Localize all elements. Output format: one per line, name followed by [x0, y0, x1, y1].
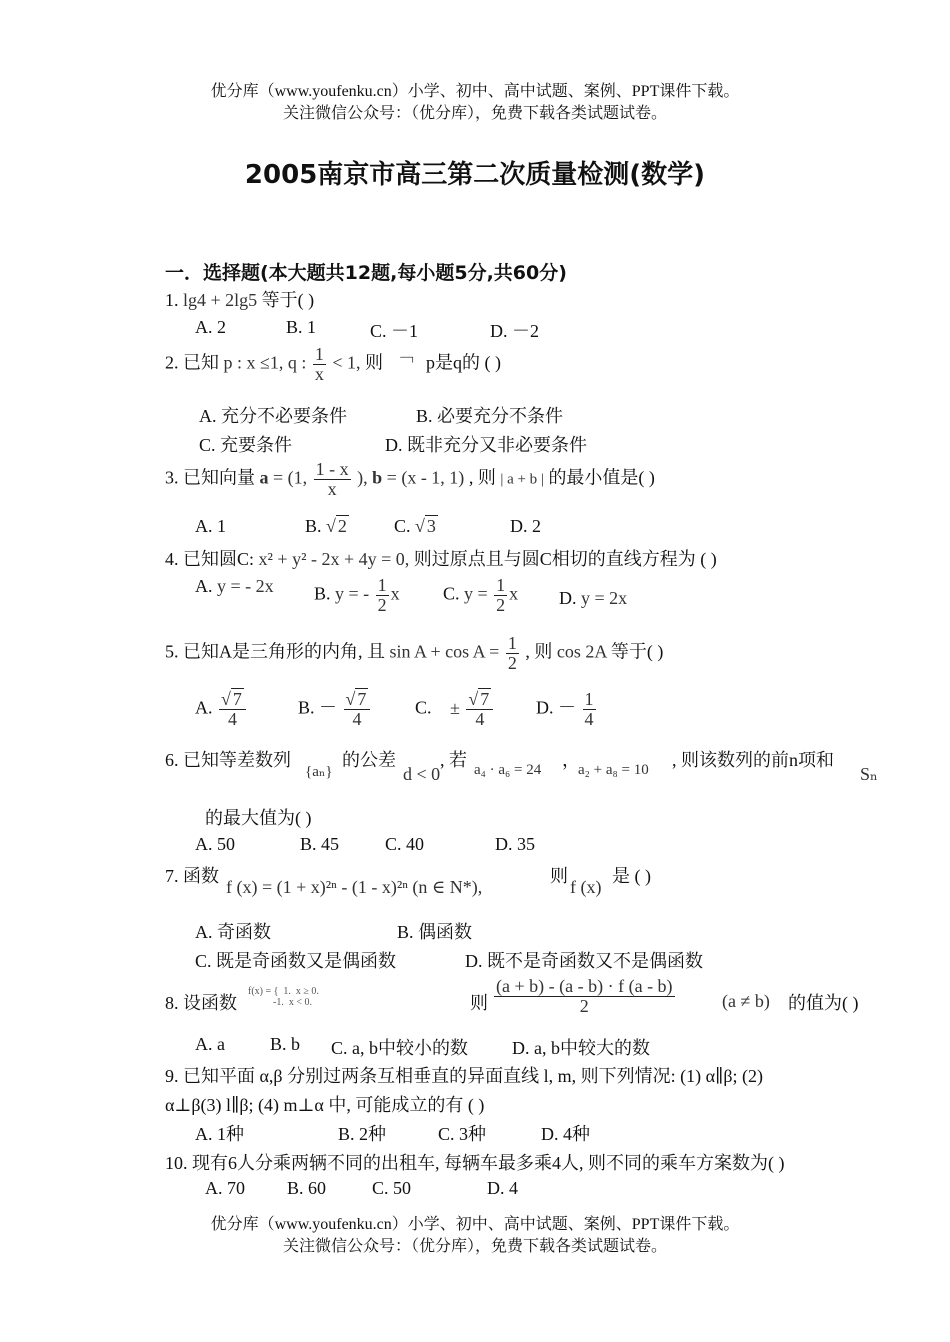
q4-option-a-expr: y = - 2x	[217, 576, 274, 596]
q5-then: , 则	[525, 641, 553, 662]
q5-option-d-numerator: 1	[584, 689, 594, 709]
q10-option-c: C. 50	[372, 1178, 412, 1198]
q6-sn: Sₙ	[860, 764, 878, 784]
q7-expression: f (x) = (1 + x)²ⁿ - (1 - x)²ⁿ (n ∈ N*),	[226, 877, 483, 897]
q5-option-b-numerator: √ 7	[344, 690, 371, 710]
q6-option-c: C. 40	[385, 834, 425, 854]
question-1	[165, 286, 314, 312]
q3-sqrt2-radicand: 2	[337, 516, 347, 536]
q5-expression: sin A + cos A =	[389, 641, 500, 662]
q4-option-b-fraction	[376, 576, 389, 615]
q8-option-b: B. b	[270, 1034, 301, 1054]
q8-option-a: A. a	[195, 1034, 225, 1054]
q6-option-a: A. 50	[195, 834, 235, 854]
section-heading: 一．选择题(本大题共12题,每小题5分,共60分)	[165, 262, 567, 284]
q8-condition: (a ≠ b)	[722, 991, 770, 1011]
q7-option-a: A. 奇函数	[195, 922, 271, 942]
q3-option-a: A. 1	[195, 516, 226, 536]
q4-option-c-numerator: 1	[496, 575, 506, 595]
q7-lead: 7. 函数	[165, 866, 219, 886]
footer-line-2: 关注微信公众号：（优分库），免费下载各类试题试卷。	[282, 1238, 667, 1255]
q10-line: 10. 现有6人分乘两辆不同的出租车, 每辆车最多乘4人, 则不同的乘车方案数为( )	[165, 1153, 785, 1173]
q3-option-b	[305, 516, 349, 537]
q9-option-b: B. 2种	[338, 1124, 387, 1144]
q2-text: p是q的 ( )	[426, 352, 502, 373]
q8-fraction-denominator: 2	[579, 995, 589, 1016]
q6-comma: ，	[562, 750, 580, 770]
q5-option-c-label: C.	[415, 697, 432, 718]
q6-option-d: D. 35	[495, 834, 535, 854]
q5-fraction-denominator: 2	[507, 652, 517, 673]
q7-option-c: C. 既是奇函数又是偶函数	[195, 951, 397, 971]
q5-option-a-numerator: √ 7	[219, 690, 246, 710]
question-2	[165, 345, 501, 384]
question-4	[165, 545, 717, 571]
q7-text: 是 ( )	[612, 866, 651, 886]
q8-then: 则	[470, 993, 488, 1013]
q7-then: 则	[550, 866, 568, 886]
q5-option-c-radicand: 7	[480, 689, 490, 709]
q2-negation-symbol: ﹁	[395, 344, 414, 365]
q1-option-d: D. －2	[490, 321, 539, 341]
q3-option-b-label: B.	[305, 516, 322, 536]
q5-option-b-fraction	[344, 690, 371, 729]
q4-option-b-expr: y = -	[335, 583, 370, 604]
q5-option-c-denominator: 4	[475, 708, 485, 729]
q1-option-b: B. 1	[286, 317, 317, 337]
q3-option-d: D. 2	[510, 516, 541, 536]
q8-fraction	[492, 977, 677, 1016]
q3-option-c-label: C.	[394, 516, 411, 536]
q3-fraction-denominator: x	[327, 478, 337, 499]
q8-option-c: C. a, b中较小的数	[331, 1038, 468, 1058]
q2-fraction	[313, 345, 326, 384]
q5-option-d	[536, 690, 598, 729]
q4-option-b	[314, 576, 400, 615]
q5-option-a	[195, 690, 248, 729]
question-5	[165, 634, 663, 673]
q3-text: 的最小值是( )	[548, 467, 655, 488]
q4-option-b-x: x	[390, 583, 400, 604]
q8-text: 的值为( )	[788, 993, 859, 1013]
q8-piecewise: f(x) = { 1. x ≥ 0. -1. x < 0.	[248, 986, 319, 1008]
q2-fraction-denominator: x	[314, 363, 324, 384]
q4-option-d-expr: y = 2x	[581, 588, 628, 608]
q5-option-b-radicand: 7	[357, 689, 367, 709]
q5-option-d-fraction	[583, 690, 596, 729]
q3-eq1: = (1,	[273, 467, 308, 488]
q4-lead: 4. 已知圆C:	[165, 549, 255, 569]
q7-option-b: B. 偶函数	[397, 922, 473, 942]
q6-lead: 6. 已知等差数列	[165, 750, 291, 770]
q3-fraction	[314, 460, 351, 499]
q8-lead: 8. 设函数	[165, 993, 237, 1013]
q4-option-c-denominator: 2	[496, 594, 506, 615]
q4-option-c-x: x	[509, 583, 519, 604]
q9-option-d: D. 4种	[541, 1124, 590, 1144]
q6-sequence: {aₙ}	[305, 764, 333, 780]
q1-text: 等于( )	[261, 290, 315, 310]
q3-mid: ),	[357, 467, 368, 488]
q3-sqrt2: √ 2	[326, 516, 347, 536]
header-line-2: 关注微信公众号：（优分库），免费下载各类试题试卷。	[282, 105, 667, 122]
q3-eq2: = (x - 1, 1)	[386, 467, 465, 488]
q7-option-d: D. 既不是奇函数又不是偶函数	[465, 951, 703, 971]
q6-line2: 的最大值为( )	[205, 808, 312, 828]
q6-cond1: a₄ · a₆ = 24	[474, 762, 542, 778]
q5-option-a-denominator: 4	[227, 708, 237, 729]
q4-text: 则过原点且与圆C相切的直线方程为 ( )	[413, 549, 717, 569]
q5-option-a-radicand: 7	[232, 689, 242, 709]
q6-if: , 若	[440, 750, 467, 770]
q2-condition-q: < 1,	[332, 352, 361, 373]
q4-option-c-fraction	[494, 576, 507, 615]
q4-option-a	[195, 576, 274, 597]
page-title: 2005南京市高三第二次质量检测(数学)	[244, 160, 706, 190]
question-3	[165, 460, 655, 499]
q4-option-d	[559, 588, 627, 609]
footer-line-1: 优分库（www.youfenku.cn）小学、初中、高中试题、案例、PPT课件下载。	[210, 1216, 740, 1233]
q2-fraction-numerator: 1	[314, 344, 324, 364]
q1-expression: lg4 + 2lg5	[183, 290, 258, 310]
q10-option-d: D. 4	[487, 1178, 518, 1198]
q4-option-a-label: A.	[195, 576, 213, 596]
q5-option-a-label: A.	[195, 697, 213, 718]
q6-option-b: B. 45	[300, 834, 340, 854]
q2-option-c: C. 充要条件	[199, 435, 293, 455]
q5-option-a-fraction	[219, 690, 246, 729]
q5-option-c-pm: ±	[450, 697, 460, 718]
q3-option-c	[394, 516, 438, 537]
q6-text: , 则该数列的前n项和	[672, 750, 834, 770]
q4-expression: x² + y² - 2x + 4y = 0,	[258, 549, 410, 569]
q1-option-c: C. －1	[370, 321, 419, 341]
q5-option-c-fraction	[466, 690, 493, 729]
q4-option-c	[443, 576, 518, 615]
q5-option-c-numerator: √ 7	[466, 690, 493, 710]
q3-vector-b: b	[372, 467, 383, 488]
header-line-1: 优分库（www.youfenku.cn）小学、初中、高中试题、案例、PPT课件下载。	[210, 83, 740, 100]
q3-then: , 则	[468, 467, 496, 488]
q3-sqrt3-radicand: 3	[426, 516, 436, 536]
q6-cond2: a₂ + a₈ = 10	[578, 762, 649, 778]
q1-number: 1.	[165, 290, 179, 310]
q2-option-a: A. 充分不必要条件	[199, 406, 347, 426]
q5-text: 等于( )	[610, 641, 664, 662]
q3-fraction-numerator: 1 - x	[315, 459, 349, 479]
q4-option-b-numerator: 1	[377, 575, 387, 595]
q2-lead: 2. 已知	[165, 352, 219, 373]
q3-sqrt3: √ 3	[415, 516, 436, 536]
q5-option-c	[415, 690, 495, 729]
q8-fraction-body	[494, 977, 675, 1016]
q8-option-d: D. a, b中较大的数	[512, 1038, 650, 1058]
q6-d: d < 0	[403, 764, 441, 784]
q4-option-d-label: D.	[559, 588, 577, 608]
q5-option-b	[298, 690, 372, 729]
q3-vector-a: a	[259, 467, 269, 488]
q2-option-b: B. 必要充分不条件	[416, 406, 564, 426]
q5-fraction	[506, 634, 519, 673]
question-6	[165, 746, 291, 772]
q4-option-c-expr: y =	[464, 583, 488, 604]
q5-cos2a: cos 2A	[556, 641, 607, 662]
q6-mid: 的公差	[342, 750, 396, 770]
q2-option-d: D. 既非充分又非必要条件	[385, 435, 587, 455]
q10-option-a: A. 70	[205, 1178, 245, 1198]
q4-option-b-label: B.	[314, 583, 331, 604]
q5-option-b-label: B. －	[298, 697, 338, 718]
q1-option-a: A. 2	[195, 317, 226, 337]
q4-option-b-denominator: 2	[377, 594, 387, 615]
q5-lead: 5. 已知A是三角形的内角, 且	[165, 641, 385, 662]
q9-line-2: α⊥β(3) l∥β; (4) m⊥α 中, 可能成立的有 ( )	[165, 1095, 485, 1115]
q9-option-a: A. 1种	[195, 1124, 244, 1144]
q2-condition-p: p : x ≤1, q :	[223, 352, 307, 373]
q7-fx: f (x)	[570, 877, 602, 897]
q2-then: 则	[365, 352, 384, 373]
q9-line-1: 9. 已知平面 α,β 分别过两条互相垂直的异面直线 l, m, 则下列情况: (1) α∥β; (2)	[165, 1066, 763, 1086]
q5-option-d-label: D. －	[536, 697, 576, 718]
q5-option-b-denominator: 4	[352, 708, 362, 729]
q10-option-b: B. 60	[287, 1178, 327, 1198]
q3-abs-sum: | a + b |	[500, 471, 544, 488]
q9-option-c: C. 3种	[438, 1124, 487, 1144]
q5-fraction-numerator: 1	[507, 633, 517, 653]
q3-lead: 3. 已知向量	[165, 467, 255, 488]
q8-fraction-numerator: (a + b) - (a - b) · f (a - b)	[496, 976, 673, 996]
q4-option-c-label: C.	[443, 583, 460, 604]
q5-option-d-denominator: 4	[584, 708, 594, 729]
